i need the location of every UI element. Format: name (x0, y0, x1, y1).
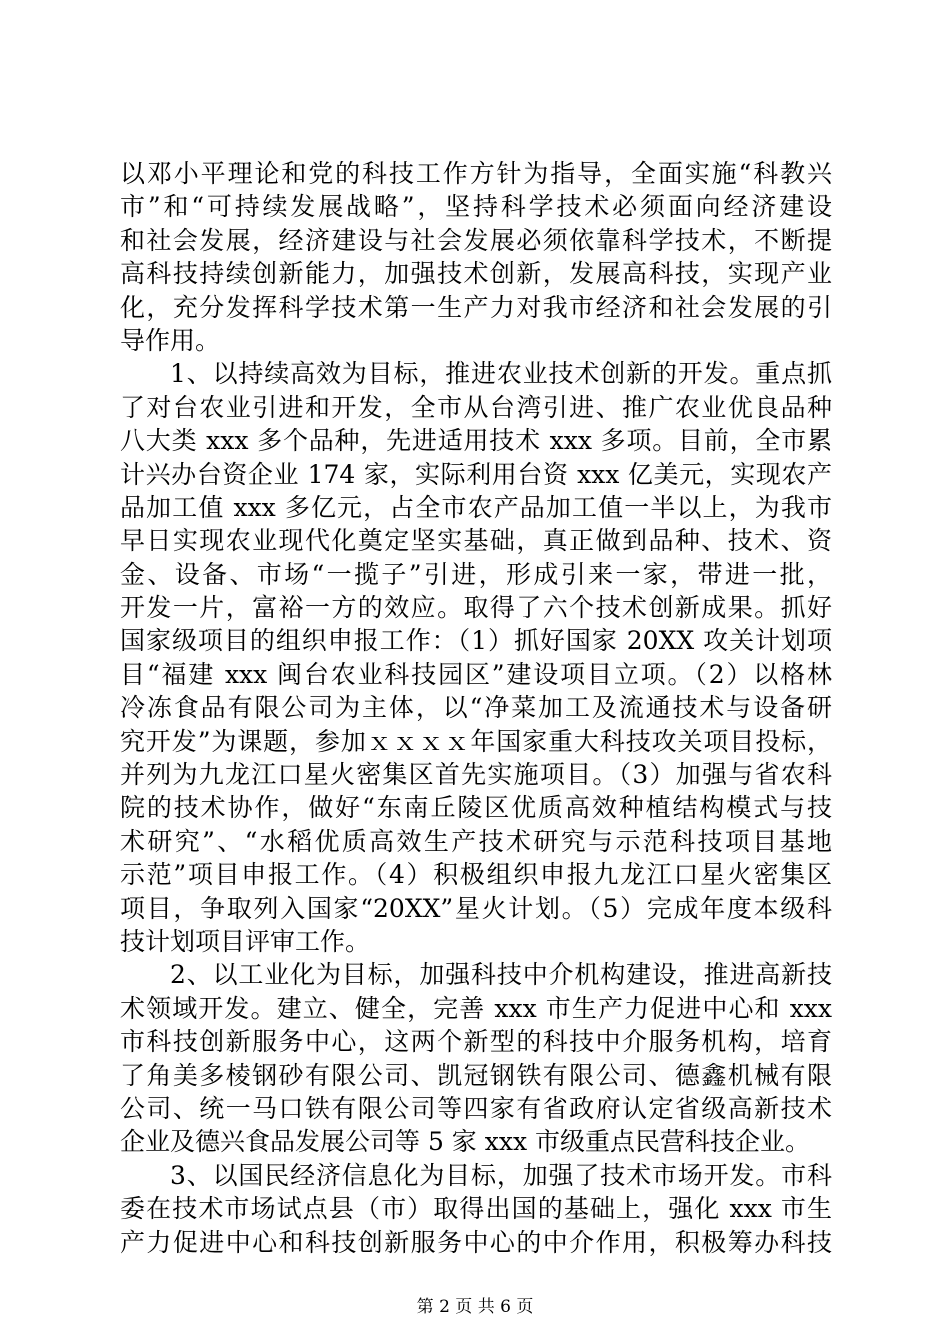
text-line: 八大类 xxx 多个品种，先进适用技术 xxx 多项。目前，全市累 (120, 426, 832, 456)
text-line: 公司、统一马口铁有限公司等四家有省政府认定省级高新技术 (120, 1093, 832, 1123)
text-line: 冷冻食品有限公司为主体，以“净菜加工及流通技术与设备研 (120, 693, 832, 723)
page-number-footer: 第 2 页 共 6 页 (416, 1297, 534, 1317)
document-body (120, 157, 832, 1259)
text-line: 示范”项目申报工作。（4）积极组织申报九龙江口星火密集区 (120, 860, 832, 890)
text-line: 术研究”、“水稻优质高效生产技术研究与示范科技项目基地 (120, 826, 832, 856)
text-line: 委在技术市场试点县（市）取得出国的基础上，强化 xxx 市生 (120, 1194, 832, 1224)
text-line: 金、设备、市场“一揽子”引进，形成引来一家，带进一批， (120, 559, 832, 589)
text-line: 究开发”为课题，参加ｘｘｘｘ年国家重大科技攻关项目投标， (120, 726, 832, 756)
text-line: 计兴办台资企业 174 家，实际利用台资 xxx 亿美元，实现农产 (120, 459, 832, 489)
text-line: 术领域开发。建立、健全，完善 xxx 市生产力促进中心和 xxx (120, 993, 832, 1023)
text-line: 院的技术协作，做好“东南丘陵区优质高效种植结构模式与技 (120, 793, 832, 823)
paragraph-start-line: 2、以工业化为目标，加强科技中介机构建设，推进高新技 (170, 960, 832, 990)
paragraph-start-line: 1、以持续高效为目标，推进农业技术创新的开发。重点抓 (170, 359, 832, 389)
text-line: 早日实现农业现代化奠定坚实基础，真正做到品种、技术、资 (120, 526, 832, 556)
text-line: 市”和“可持续发展战略”，坚持科学技术必须面向经济建设 (120, 192, 832, 222)
text-line: 市科技创新服务中心，这两个新型的科技中介服务机构，培育 (120, 1027, 832, 1057)
text-line: 了对台农业引进和开发，全市从台湾引进、推广农业优良品种 (120, 392, 832, 422)
text-line: 高科技持续创新能力，加强技术创新，发展高科技，实现产业 (120, 259, 832, 289)
text-line: 项目，争取列入国家“20XX”星火计划。（5）完成年度本级科 (120, 893, 832, 923)
text-line: 品加工值 xxx 多亿元，占全市农产品加工值一半以上，为我市 (120, 492, 832, 522)
text-line: 以邓小平理论和党的科技工作方针为指导，全面实施“科教兴 (120, 159, 832, 188)
text-line: 国家级项目的组织申报工作：（1）抓好国家 20XX 攻关计划项 (120, 626, 832, 656)
text-line: 技计划项目评审工作。 (120, 926, 371, 956)
text-line: 开发一片，富裕一方的效应。取得了六个技术创新成果。抓好 (120, 593, 832, 623)
paragraph-start-line: 3、以国民经济信息化为目标，加强了技术市场开发。市科 (170, 1160, 832, 1190)
text-line: 产力促进中心和科技创新服务中心的中介作用，积极筹办科技 (120, 1227, 832, 1257)
text-line: 目“福建 xxx 闽台农业科技园区”建设项目立项。（2）以格林 (120, 659, 832, 689)
text-line: 并列为九龙江口星火密集区首先实施项目。（3）加强与省农科 (120, 760, 832, 790)
text-line: 化，充分发挥科学技术第一生产力对我市经济和社会发展的引 (120, 292, 832, 322)
text-line: 导作用。 (120, 325, 221, 355)
text-line: 和社会发展，经济建设与社会发展必须依靠科学技术，不断提 (120, 225, 832, 255)
text-line: 企业及德兴食品发展公司等 5 家 xxx 市级重点民营科技企业。 (120, 1127, 810, 1157)
text-line: 了角美多棱钢砂有限公司、凯冠钢铁有限公司、德鑫机械有限 (120, 1060, 832, 1090)
